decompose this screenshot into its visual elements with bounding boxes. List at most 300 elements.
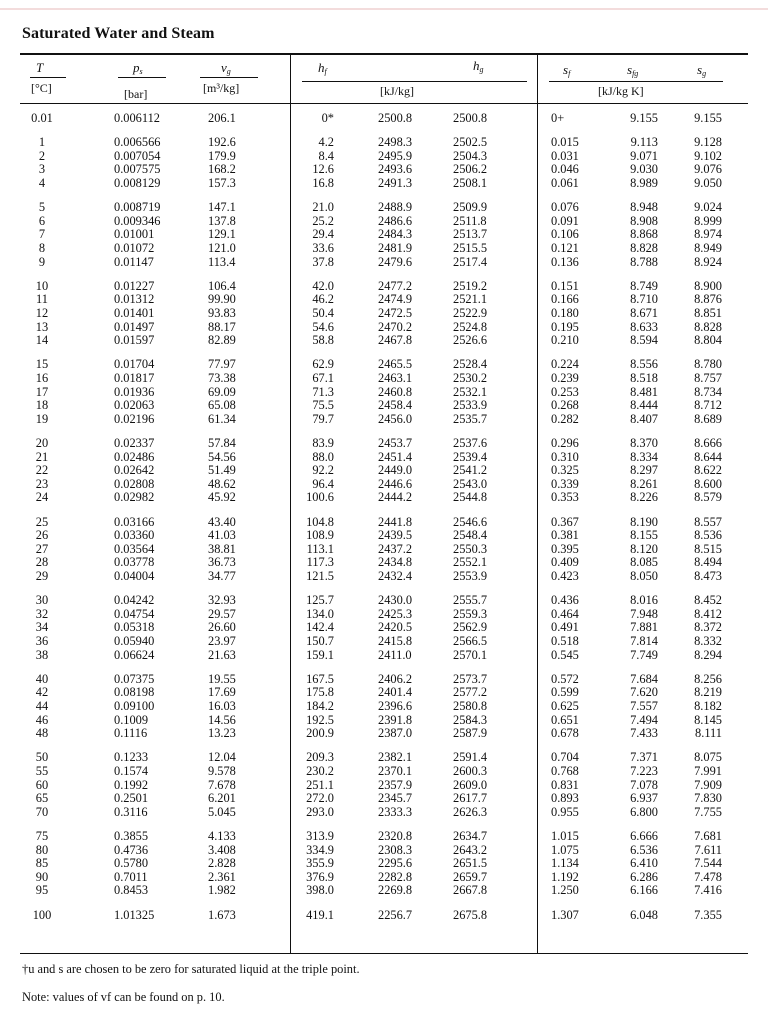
cell-hg: 2634.7 xyxy=(453,829,488,843)
cell-sg: 8.294 xyxy=(694,647,722,662)
cell-sg: 8.666 xyxy=(694,436,722,450)
cell-sg: 8.828 xyxy=(694,319,722,334)
column-divider-1 xyxy=(290,54,291,954)
cell-pressure: 0.09100 xyxy=(114,699,155,713)
cell-pressure: 0.03360 xyxy=(114,528,155,543)
cell-sf: 0.768 xyxy=(551,764,579,778)
cell-sf: 0.121 xyxy=(551,241,579,255)
cell-sfg: 8.407 xyxy=(630,411,658,426)
cell-pressure: 0.006112 xyxy=(114,111,161,125)
cell-pressure: 0.03778 xyxy=(114,555,155,570)
cell-hf: 29.4 xyxy=(312,227,334,242)
cell-pressure: 0.006566 xyxy=(114,135,161,150)
cell-sg: 9.102 xyxy=(694,148,722,163)
cell-hfg: 2357.9 xyxy=(378,777,413,792)
cell-sg: 7.544 xyxy=(694,856,722,871)
cell-hfg: 2425.3 xyxy=(378,606,413,621)
cell-temperature: 13 xyxy=(35,319,49,334)
cell-temperature: 8 xyxy=(38,241,46,255)
cell-pressure: 0.3855 xyxy=(114,829,149,843)
cell-hf: 272.0 xyxy=(306,791,334,806)
cell-temperature: 65 xyxy=(35,791,49,806)
cell-hf: 125.7 xyxy=(306,593,334,608)
cell-sg: 7.991 xyxy=(694,764,722,778)
cell-temperature: 42 xyxy=(35,685,49,700)
cell-sg: 9.024 xyxy=(694,200,722,215)
cell-temperature: 2 xyxy=(38,148,46,163)
cell-hf: 58.8 xyxy=(312,333,334,348)
header-p-symbol: $p_s$ xyxy=(133,60,143,76)
cell-hfg: 2446.6 xyxy=(378,476,413,491)
cell-hf: 209.3 xyxy=(306,750,334,765)
cell-sg: 9.050 xyxy=(694,176,722,190)
cell-specific-volume: 82.89 xyxy=(208,333,236,348)
cell-temperature: 15 xyxy=(35,357,49,372)
cell-hg: 2651.5 xyxy=(453,856,488,871)
cell-hg: 2550.3 xyxy=(453,541,488,556)
cell-sf: 0.409 xyxy=(551,555,579,570)
cell-temperature: 34 xyxy=(35,620,49,635)
cell-pressure: 0.03564 xyxy=(114,541,155,556)
cell-sf: 0.136 xyxy=(551,254,579,269)
cell-specific-volume: 26.60 xyxy=(208,620,236,635)
cell-sfg: 7.749 xyxy=(630,647,658,662)
cell-temperature: 28 xyxy=(35,555,49,570)
cell-hf: 192.5 xyxy=(306,712,334,727)
cell-hfg: 2463.1 xyxy=(378,371,413,385)
cell-hfg: 2484.3 xyxy=(378,227,413,242)
cell-hfg: 2470.2 xyxy=(378,319,413,334)
cell-temperature: 85 xyxy=(35,856,49,871)
cell-specific-volume: 179.9 xyxy=(208,148,236,163)
cell-pressure: 0.02982 xyxy=(114,490,155,505)
cell-sg: 7.416 xyxy=(694,883,722,898)
cell-hfg: 2387.0 xyxy=(378,726,413,741)
cell-specific-volume: 73.38 xyxy=(208,371,236,385)
cell-pressure: 0.02337 xyxy=(114,436,155,450)
cell-hf: 62.9 xyxy=(312,357,334,372)
cell-sg: 8.536 xyxy=(694,528,722,543)
cell-hfg: 2498.3 xyxy=(378,135,413,150)
cell-sf: 0.195 xyxy=(551,319,579,334)
cell-hg: 2511.8 xyxy=(453,213,487,228)
cell-specific-volume: 5.045 xyxy=(208,804,236,819)
cell-sf: 0+ xyxy=(551,111,565,125)
cell-hg: 2562.9 xyxy=(453,620,488,635)
cell-hf: 8.4 xyxy=(318,148,334,163)
cell-pressure: 0.04004 xyxy=(114,569,155,583)
cell-pressure: 0.04754 xyxy=(114,606,155,621)
cell-sfg: 7.814 xyxy=(630,634,658,648)
cell-hf: 113.1 xyxy=(306,541,334,556)
cell-hfg: 2295.6 xyxy=(378,856,413,871)
cell-sg: 8.712 xyxy=(694,398,722,413)
cell-sfg: 6.286 xyxy=(630,869,658,884)
cell-specific-volume: 19.55 xyxy=(208,671,236,686)
cell-temperature: 6 xyxy=(38,213,46,228)
cell-temperature: 60 xyxy=(35,777,49,792)
cell-pressure: 0.08198 xyxy=(114,685,155,700)
cell-sg: 8.452 xyxy=(694,593,722,608)
cell-pressure: 1.01325 xyxy=(114,907,155,922)
cell-hf: 117.3 xyxy=(306,555,334,570)
cell-hg: 2552.1 xyxy=(453,555,488,570)
cell-specific-volume: 168.2 xyxy=(208,162,236,177)
header-p-underline xyxy=(118,77,166,78)
cell-pressure: 0.02486 xyxy=(114,449,155,464)
cell-temperature: 26 xyxy=(35,528,49,543)
cell-hfg: 2420.5 xyxy=(378,620,413,635)
cell-specific-volume: 3.408 xyxy=(208,842,236,857)
cell-specific-volume: 9.578 xyxy=(208,764,236,778)
cell-sf: 0.151 xyxy=(551,278,579,293)
cell-hf: 0* xyxy=(321,111,334,125)
cell-hfg: 2460.8 xyxy=(378,384,413,399)
cell-temperature: 19 xyxy=(35,411,49,426)
cell-hf: 398.0 xyxy=(306,883,334,898)
cell-hg: 2548.4 xyxy=(453,528,488,543)
cell-sg: 8.145 xyxy=(694,712,722,727)
cell-hf: 167.5 xyxy=(306,671,334,686)
cell-hfg: 2453.7 xyxy=(378,436,413,450)
cell-sg: 8.644 xyxy=(694,449,722,464)
cell-hfg: 2333.3 xyxy=(378,804,413,819)
cell-hg: 2537.6 xyxy=(453,436,488,450)
cell-sg: 8.734 xyxy=(694,384,722,399)
cell-sfg: 8.710 xyxy=(630,292,658,307)
cell-hg: 2617.7 xyxy=(453,791,488,806)
header-hg-symbol: $h_g$ xyxy=(473,58,484,74)
cell-specific-volume: 32.93 xyxy=(208,593,236,608)
cell-hfg: 2430.0 xyxy=(378,593,413,608)
cell-pressure: 0.01072 xyxy=(114,241,155,255)
cell-specific-volume: 7.678 xyxy=(208,777,236,792)
header-s-underline xyxy=(549,81,723,82)
cell-hg: 2533.9 xyxy=(453,398,488,413)
cell-hg: 2506.2 xyxy=(453,162,488,177)
cell-pressure: 0.01936 xyxy=(114,384,155,399)
cell-temperature: 22 xyxy=(35,463,49,478)
cell-sf: 0.253 xyxy=(551,384,579,399)
cell-hg: 2504.3 xyxy=(453,148,488,163)
cell-specific-volume: 13.23 xyxy=(208,726,236,741)
cell-sfg: 7.881 xyxy=(630,620,658,635)
cell-hf: 88.0 xyxy=(312,449,334,464)
cell-hfg: 2444.2 xyxy=(378,490,413,505)
cell-hfg: 2396.6 xyxy=(378,699,413,713)
cell-pressure: 0.4736 xyxy=(114,842,149,857)
cell-sfg: 8.948 xyxy=(630,200,658,215)
cell-temperature: 7 xyxy=(38,227,46,242)
cell-hfg: 2437.2 xyxy=(378,541,413,556)
cell-pressure: 0.1116 xyxy=(114,726,148,741)
cell-specific-volume: 147.1 xyxy=(208,200,236,215)
cell-specific-volume: 77.97 xyxy=(208,357,236,372)
cell-temperature: 46 xyxy=(35,712,49,727)
cell-specific-volume: 54.56 xyxy=(208,449,236,464)
cell-sg: 8.999 xyxy=(694,213,722,228)
cell-sg: 8.949 xyxy=(694,241,722,255)
cell-hfg: 2481.9 xyxy=(378,241,413,255)
cell-hf: 334.9 xyxy=(306,842,334,857)
cell-hg: 2600.3 xyxy=(453,764,488,778)
cell-pressure: 0.5780 xyxy=(114,856,149,871)
cell-specific-volume: 17.69 xyxy=(208,685,236,700)
cell-sg: 7.355 xyxy=(694,907,722,922)
cell-specific-volume: 16.03 xyxy=(208,699,236,713)
header-h-underline xyxy=(302,81,527,82)
cell-sfg: 9.030 xyxy=(630,162,658,177)
cell-sfg: 8.594 xyxy=(630,333,658,348)
cell-sg: 7.611 xyxy=(694,842,722,857)
cell-sfg: 8.370 xyxy=(630,436,658,450)
cell-hfg: 2449.0 xyxy=(378,463,413,478)
cell-specific-volume: 2.361 xyxy=(208,869,236,884)
cell-specific-volume: 6.201 xyxy=(208,791,236,806)
cell-pressure: 0.01497 xyxy=(114,319,155,334)
cell-pressure: 0.007575 xyxy=(114,162,161,177)
cell-sf: 0.599 xyxy=(551,685,579,700)
cell-hf: 104.8 xyxy=(306,514,334,529)
cell-pressure: 0.01147 xyxy=(114,254,154,269)
cell-sf: 0.325 xyxy=(551,463,579,478)
cell-specific-volume: 129.1 xyxy=(208,227,236,242)
cell-specific-volume: 12.04 xyxy=(208,750,236,765)
cell-temperature: 4 xyxy=(38,176,46,190)
cell-temperature: 24 xyxy=(35,490,49,505)
header-sg-symbol: $s_g$ xyxy=(697,62,707,78)
cell-sfg: 8.556 xyxy=(630,357,658,372)
cell-hg: 2566.5 xyxy=(453,634,488,648)
cell-sfg: 8.481 xyxy=(630,384,658,399)
cell-hfg: 2391.8 xyxy=(378,712,413,727)
cell-hfg: 2269.8 xyxy=(378,883,413,898)
cell-hf: 108.9 xyxy=(306,528,334,543)
cell-sf: 0.831 xyxy=(551,777,579,792)
cell-sfg: 7.620 xyxy=(630,685,658,700)
cell-temperature: 29 xyxy=(35,569,49,583)
cell-sg: 8.622 xyxy=(694,463,722,478)
cell-specific-volume: 99.90 xyxy=(208,292,236,307)
cell-sfg: 8.297 xyxy=(630,463,658,478)
cell-hfg: 2406.2 xyxy=(378,671,413,686)
cell-hfg: 2415.8 xyxy=(378,634,413,648)
cell-temperature: 17 xyxy=(35,384,49,399)
header-hf-symbol: $h_f$ xyxy=(318,60,327,76)
cell-temperature: 30 xyxy=(35,593,49,608)
header-h-unit: [kJ/kg] xyxy=(380,84,414,98)
cell-sfg: 8.788 xyxy=(630,254,658,269)
cell-sfg: 7.223 xyxy=(630,764,658,778)
cell-hf: 376.9 xyxy=(306,869,334,884)
cell-hg: 2535.7 xyxy=(453,411,488,426)
cell-sf: 0.296 xyxy=(551,436,579,450)
cell-sf: 0.076 xyxy=(551,200,579,215)
cell-hg: 2570.1 xyxy=(453,647,488,662)
cell-sg: 8.757 xyxy=(694,371,722,385)
cell-sfg: 6.410 xyxy=(630,856,658,871)
cell-specific-volume: 157.3 xyxy=(208,176,236,190)
cell-sf: 0.061 xyxy=(551,176,579,190)
cell-pressure: 0.7011 xyxy=(114,869,148,884)
header-t-underline xyxy=(30,77,66,78)
cell-temperature: 90 xyxy=(35,869,49,884)
cell-sf: 1.075 xyxy=(551,842,579,857)
header-sf-symbol: $s_f$ xyxy=(563,62,571,78)
cell-sf: 0.545 xyxy=(551,647,579,662)
cell-specific-volume: 45.92 xyxy=(208,490,236,505)
cell-sfg: 9.071 xyxy=(630,148,658,163)
cell-sf: 0.282 xyxy=(551,411,579,426)
cell-pressure: 0.1009 xyxy=(114,712,149,727)
cell-hfg: 2495.9 xyxy=(378,148,413,163)
cell-sf: 1.307 xyxy=(551,907,579,922)
cell-sf: 0.893 xyxy=(551,791,579,806)
cell-hfg: 2401.4 xyxy=(378,685,413,700)
cell-hf: 75.5 xyxy=(312,398,334,413)
cell-sg: 8.075 xyxy=(694,750,722,765)
cell-pressure: 0.02196 xyxy=(114,411,155,426)
cell-specific-volume: 106.4 xyxy=(208,278,236,293)
cell-temperature: 0.01 xyxy=(31,111,53,125)
cell-hfg: 2467.8 xyxy=(378,333,413,348)
cell-sg: 8.900 xyxy=(694,278,722,293)
cell-sfg: 8.334 xyxy=(630,449,658,464)
cell-temperature: 75 xyxy=(35,829,49,843)
cell-sf: 0.572 xyxy=(551,671,579,686)
cell-hg: 2675.8 xyxy=(453,907,488,922)
cell-specific-volume: 41.03 xyxy=(208,528,236,543)
cell-sfg: 8.261 xyxy=(630,476,658,491)
header-sfg-symbol: $s_{fg}$ xyxy=(627,62,639,78)
cell-sfg: 7.494 xyxy=(630,712,658,727)
cell-hfg: 2479.6 xyxy=(378,254,413,269)
cell-specific-volume: 137.8 xyxy=(208,213,236,228)
cell-temperature: 40 xyxy=(35,671,49,686)
cell-specific-volume: 206.1 xyxy=(208,111,236,125)
cell-sfg: 8.120 xyxy=(630,541,658,556)
cell-specific-volume: 34.77 xyxy=(208,569,236,583)
header-t-unit: [°C] xyxy=(31,81,52,95)
cell-hg: 2559.3 xyxy=(453,606,488,621)
cell-specific-volume: 65.08 xyxy=(208,398,236,413)
cell-specific-volume: 2.828 xyxy=(208,856,236,871)
cell-sf: 0.210 xyxy=(551,333,579,348)
cell-temperature: 44 xyxy=(35,699,49,713)
cell-hf: 293.0 xyxy=(306,804,334,819)
cell-specific-volume: 69.09 xyxy=(208,384,236,399)
cell-temperature: 38 xyxy=(35,647,49,662)
cell-hg: 2580.8 xyxy=(453,699,488,713)
cell-hg: 2508.1 xyxy=(453,176,488,190)
cell-pressure: 0.008129 xyxy=(114,176,161,190)
cell-temperature: 16 xyxy=(35,371,49,385)
cell-hf: 71.3 xyxy=(312,384,334,399)
cell-pressure: 0.01312 xyxy=(114,292,155,307)
header-bottom-rule xyxy=(20,103,748,104)
cell-sg: 7.909 xyxy=(694,777,722,792)
cell-hf: 50.4 xyxy=(312,306,334,320)
cell-sf: 1.134 xyxy=(551,856,579,871)
cell-hfg: 2486.6 xyxy=(378,213,413,228)
cell-sfg: 8.868 xyxy=(630,227,658,242)
cell-hfg: 2308.3 xyxy=(378,842,413,857)
cell-sg: 8.689 xyxy=(694,411,722,426)
cell-hf: 42.0 xyxy=(312,278,334,293)
cell-hfg: 2282.8 xyxy=(378,869,413,884)
cell-sfg: 8.444 xyxy=(630,398,658,413)
cell-specific-volume: 4.133 xyxy=(208,829,236,843)
cell-sfg: 9.113 xyxy=(630,135,658,150)
cell-sf: 0.106 xyxy=(551,227,579,242)
cell-sf: 0.180 xyxy=(551,306,579,320)
cell-temperature: 36 xyxy=(35,634,49,648)
cell-hf: 25.2 xyxy=(312,213,334,228)
cell-hg: 2526.6 xyxy=(453,333,488,348)
cell-pressure: 0.2501 xyxy=(114,791,149,806)
cell-specific-volume: 1.673 xyxy=(208,907,236,922)
cell-hg: 2626.3 xyxy=(453,804,488,819)
cell-hg: 2517.4 xyxy=(453,254,488,269)
cell-hf: 134.0 xyxy=(306,606,334,621)
cell-sf: 0.464 xyxy=(551,606,579,621)
top-divider xyxy=(0,8,768,10)
cell-sg: 8.256 xyxy=(694,671,722,686)
cell-pressure: 0.05940 xyxy=(114,634,155,648)
cell-hg: 2502.5 xyxy=(453,135,488,150)
cell-hg: 2532.1 xyxy=(453,384,488,399)
cell-specific-volume: 113.4 xyxy=(208,254,236,269)
cell-sf: 0.423 xyxy=(551,569,579,583)
cell-sg: 8.579 xyxy=(694,490,722,505)
cell-specific-volume: 21.63 xyxy=(208,647,236,662)
cell-temperature: 18 xyxy=(35,398,49,413)
cell-pressure: 0.01401 xyxy=(114,306,155,320)
cell-hg: 2659.7 xyxy=(453,869,488,884)
cell-temperature: 100 xyxy=(32,907,52,922)
cell-hfg: 2456.0 xyxy=(378,411,413,426)
cell-sg: 8.804 xyxy=(694,333,722,348)
cell-sfg: 8.749 xyxy=(630,278,658,293)
cell-pressure: 0.03166 xyxy=(114,514,155,529)
cell-hf: 4.2 xyxy=(318,135,334,150)
cell-hf: 16.8 xyxy=(312,176,334,190)
cell-sfg: 6.166 xyxy=(630,883,658,898)
cell-hfg: 2491.3 xyxy=(378,176,413,190)
cell-specific-volume: 192.6 xyxy=(208,135,236,150)
cell-pressure: 0.01597 xyxy=(114,333,155,348)
cell-pressure: 0.1992 xyxy=(114,777,149,792)
cell-hg: 2555.7 xyxy=(453,593,488,608)
cell-pressure: 0.8453 xyxy=(114,883,149,898)
cell-hf: 83.9 xyxy=(312,436,334,450)
cell-sf: 0.339 xyxy=(551,476,579,491)
cell-hg: 2573.7 xyxy=(453,671,488,686)
cell-hfg: 2411.0 xyxy=(378,647,412,662)
cell-sf: 0.046 xyxy=(551,162,579,177)
cell-pressure: 0.02808 xyxy=(114,476,155,491)
cell-hfg: 2477.2 xyxy=(378,278,413,293)
cell-hf: 419.1 xyxy=(306,907,334,922)
cell-specific-volume: 61.34 xyxy=(208,411,236,426)
cell-hf: 33.6 xyxy=(312,241,334,255)
cell-hfg: 2451.4 xyxy=(378,449,413,464)
cell-pressure: 0.007054 xyxy=(114,148,161,163)
cell-hg: 2539.4 xyxy=(453,449,488,464)
cell-hfg: 2500.8 xyxy=(378,111,413,125)
cell-sf: 1.250 xyxy=(551,883,579,898)
cell-sg: 8.412 xyxy=(694,606,722,621)
